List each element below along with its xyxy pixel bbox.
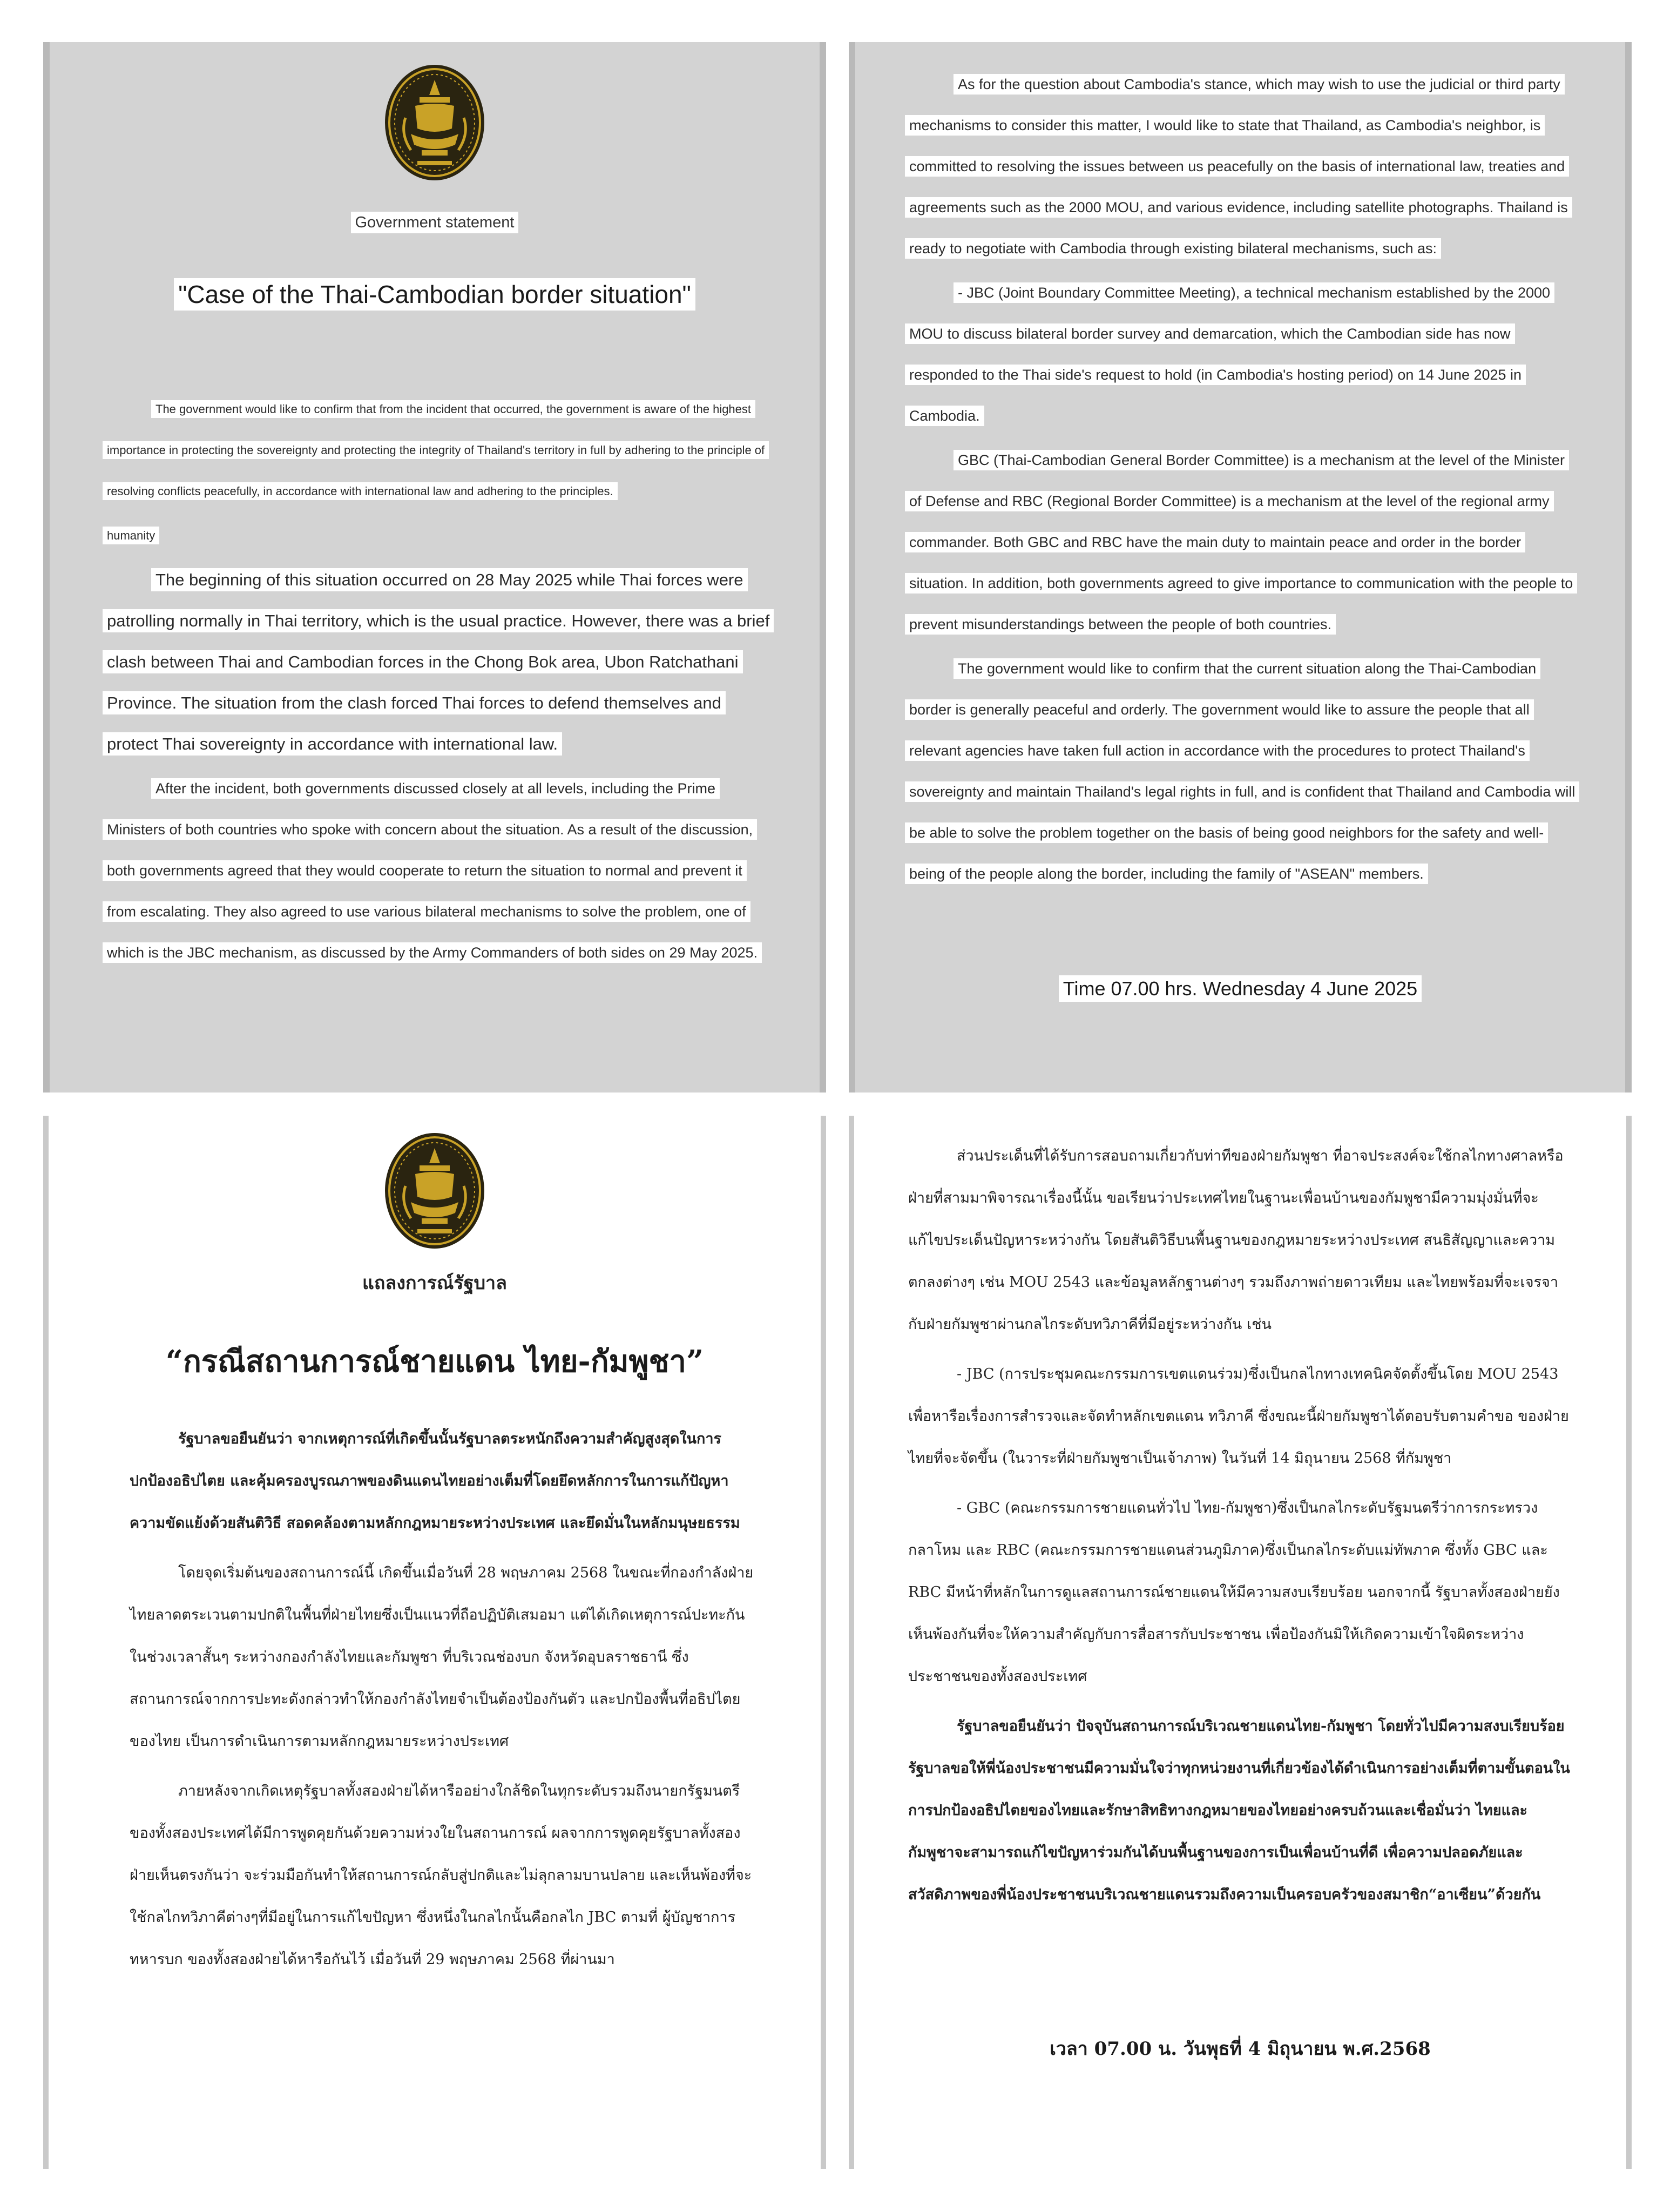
- statement-body: [905, 64, 1577, 898]
- statement-body: [130, 1418, 761, 1988]
- statement-title: "Case of the Thai-Cambodian border situation": [50, 280, 820, 309]
- statement-time: เวลา 07.00 น. วันพุธที่ 4 มิถุนายน พ.ศ.2568: [1050, 2038, 1431, 2060]
- paragraph: - JBC (Joint Boundary Committee Meeting), a technical mechanism established by the 2000 MOU to discuss bilateral border survey and demarcation, which the Cambodian side has now responded to the Thai side's request to hold (in Cambodia's hosting period) on 14 June 2025 in Cambodia.: [905, 272, 1577, 436]
- paragraph: รัฐบาลขอยืนยันว่า จากเหตุการณ์ที่เกิดขึ้นนั้นรัฐบาลตระหนักถึงความสำคัญสูงสุดในการปกป้องอธิปไตย และคุ้มครองบูรณภาพของดินแดนไทยอย่างเต็มที่โดยยึดหลักการในการแก้ปัญหาความขัดแย้งด้วยสันติวิธี สอดคล้องตามหลักกฎหมายระหว่างประเทศ และยึดมั่นในหลักมนุษยธรรม: [130, 1431, 740, 1532]
- statement-time: Time 07.00 hrs. Wednesday 4 June 2025: [855, 977, 1625, 1000]
- paragraph: ภายหลังจากเกิดเหตุรัฐบาลทั้งสองฝ่ายได้หารืออย่างใกล้ชิดในทุกระดับรวมถึงนายกรัฐมนตรี ของทั้งสองประเทศได้มีการพูดคุยกันด้วยความห่วงใยในสถานการณ์ ผลจากการพูดคุยรัฐบาลทั้งสองฝ่ายเห็นตรงกันว่า จะร่วมมือกันทำให้สถานการณ์กลับสู่ปกติและไม่ลุกลามบานปลาย และเห็นพ้องที่จะใช้กลไกทวิภาคีต่างๆที่มีอยู่ในการแก้ไขปัญหา ซึ่งหนึ่งในกลไกนั้นคือกลไก JBC ตามที่ ผู้บัญชาการทหารบก ของทั้งสองฝ่ายได้หารือกันไว้ เมื่อวันที่ 29 พฤษภาคม 2568 ที่ผ่านมา: [130, 1783, 752, 1968]
- paragraph: - JBC (การประชุมคณะกรรมการเขตแดนร่วม)ซึ่งเป็นกลไกทางเทคนิคจัดตั้งขึ้นโดย MOU 2543 เพื่อหารือเรื่องการสำรวจและจัดทำหลักเขตแดน ทวิภาคี ซึ่งขณะนี้ฝ่ายกัมพูชาได้ตอบรับตามคำขอ ของฝ่ายไทยที่จะจัดขึ้น (ในวาระที่ฝ่ายกัมพูชาเป็นเจ้าภาพ) ในวันที่ 14 มิถุนายน 2568 ที่กัมพูชา: [908, 1366, 1569, 1467]
- english-statement-page-1: [43, 42, 826, 1092]
- english-statement-page-2: [849, 42, 1632, 1092]
- statement-title: “กรณีสถานการณ์ชายแดน ไทย-กัมพูชา”: [165, 1344, 704, 1379]
- government-seal-icon: [384, 64, 485, 181]
- statement-body: [103, 389, 770, 976]
- paragraph: The government would like to confirm that from the incident that occurred, the government is aware of the highest importance in protecting the sovereignty and protecting the integrity of Thailand's territory in full by adhering to the principle of resolving conflicts peacefully, in accordance with international law and adhering to the principles.: [103, 389, 770, 512]
- government-seal-icon: [384, 1132, 485, 1250]
- statement-label: Government statement: [50, 214, 820, 232]
- statement-label: แถลงการณ์รัฐบาล: [362, 1272, 507, 1294]
- statement-body: [908, 1135, 1572, 1924]
- thai-statement-page-1: [43, 1116, 826, 2169]
- paragraph: The government would like to confirm that the current situation along the Thai-Cambodian border is generally peaceful and orderly. The government would like to assure the people that all relevant agencies have taken full action in accordance with the procedures to protect Thailand's sovereignty and maintain Thailand's legal rights in full, and is confident that Thailand and Cambodia will be able to solve the problem together on the basis of being good neighbors for the safety and well-being of the people along the border, including the family of "ASEAN" members.: [905, 648, 1577, 894]
- paragraph: ส่วนประเด็นที่ได้รับการสอบถามเกี่ยวกับท่าทีของฝ่ายกัมพูชา ที่อาจประสงค์จะใช้กลไกทางศาลหรือฝ่ายที่สามมาพิจารณาเรื่องนี้นั้น ขอเรียนว่าประเทศไทยในฐานะเพื่อนบ้านของกัมพูชามีความมุ่งมั่นที่จะแก้ไขประเด็นปัญหาระหว่างกัน โดยสันติวิธีบนพื้นฐานของกฎหมายระหว่างประเทศ สนธิสัญญาและความตกลงต่างๆ เช่น MOU 2543 และข้อมูลหลักฐานต่างๆ รวมถึงภาพถ่ายดาวเทียม และไทยพร้อมที่จะเจรจากับฝ่ายกัมพูชาผ่านกลไกระดับทวิภาคีที่มีอยู่ระหว่างกัน เช่น: [908, 1148, 1564, 1333]
- paragraph: - GBC (คณะกรรมการชายแดนทั่วไป ไทย-กัมพูชา)ซึ่งเป็นกลไกระดับรัฐมนตรีว่าการกระทรวงกลาโหม และ RBC (คณะกรรมการชายแดนส่วนภูมิภาค)ซึ่งเป็นกลไกระดับแม่ทัพภาค ซึ่งทั้ง GBC และ RBC มีหน้าที่หลักในการดูแลสถานการณ์ชายแดนให้มีความสงบเรียบร้อย นอกจากนี้ รัฐบาลทั้งสองฝ่ายยังเห็นพ้องกันที่จะให้ความสำคัญกับการสื่อสารกับประชาชน เพื่อป้องกันมิให้เกิดความเข้าใจผิดระหว่างประชาชนของทั้งสองประเทศ: [908, 1500, 1560, 1685]
- paragraph: GBC (Thai-Cambodian General Border Committee) is a mechanism at the level of the Minister of Defense and RBC (Regional Border Committee) is a mechanism at the level of the regional army commander. Both GBC and RBC have the main duty to maintain peace and order in the border situation. In addition, both governments agreed to give importance to communication with the people to prevent misunderstandings between the people of both countries.: [905, 440, 1577, 645]
- paragraph: รัฐบาลขอยืนยันว่า ปัจจุบันสถานการณ์บริเวณชายแดนไทย-กัมพูชา โดยทั่วไปมีความสงบเรียบร้อย รัฐบาลขอให้พี่น้องประชาชนมีความมั่นใจว่าทุกหน่วยงานที่เกี่ยวข้องได้ดำเนินการอย่างเต็มที่ตามขั้นตอนในการปกป้องอธิปไตยของไทยและรักษาสิทธิทางกฎหมายของไทยอย่างครบถ้วนและเชื่อมั่นว่า ไทยและกัมพูชาจะสามารถแก้ไขปัญหาร่วมกันได้บนพื้นฐานของการเป็นเพื่อนบ้านที่ดี เพื่อความปลอดภัยและสวัสดิภาพของพี่น้องประชาชนบริเวณชายแดนรวมถึงความเป็นครอบครัวของสมาชิก“อาเซียน”ด้วยกัน: [908, 1718, 1570, 1903]
- paragraph: The beginning of this situation occurred on 28 May 2025 while Thai forces were patrolling normally in Thai territory, which is the usual practice. However, there was a brief clash between Thai and Cambodian forces in the Chong Bok area, Ubon Ratchathani Province. The situation from the clash forced Thai forces to defend themselves and protect Thai sovereignty in accordance with international law.: [103, 559, 770, 765]
- paragraph: โดยจุดเริ่มต้นของสถานการณ์นี้ เกิดขึ้นเมื่อวันที่ 28 พฤษภาคม 2568 ในขณะที่กองกำลังฝ่ายไทยลาดตระเวนตามปกติในพื้นที่ฝ่ายไทยซึ่งเป็นแนวที่ถือปฏิบัติเสมอมา แต่ได้เกิดเหตุการณ์ปะทะกันในช่วงเวลาสั้นๆ ระหว่างกองกำลังไทยและกัมพูชา ที่บริเวณช่องบก จังหวัดอุบลราชธานี ซึ่งสถานการณ์จากการปะทะดังกล่าวทำให้กองกำลังไทยจำเป็นต้องป้องกันตัว และปกป้องพื้นที่อธิปไตยของไทย เป็นการดำเนินการตามหลักกฎหมายระหว่างประเทศ: [130, 1564, 754, 1750]
- paragraph: As for the question about Cambodia's stance, which may wish to use the judicial or third party mechanisms to consider this matter, I would like to state that Thailand, as Cambodia's neighbor, is committed to resolving the issues between us peacefully on the basis of international law, treaties and agreements such as the 2000 MOU, and various evidence, including satellite photographs. Thailand is ready to negotiate with Cambodia through existing bilateral mechanisms, such as:: [905, 64, 1577, 269]
- paragraph: humanity: [103, 515, 770, 556]
- thai-statement-page-2: [849, 1116, 1632, 2169]
- paragraph: After the incident, both governments discussed closely at all levels, including the Prime Ministers of both countries who spoke with concern about the situation. As a result of the discussion, both governments agreed that they would cooperate to return the situation to normal and prevent it from escalating. They also agreed to use various bilateral mechanisms to solve the problem, one of which is the JBC mechanism, as discussed by the Army Commanders of both sides on 29 May 2025.: [103, 768, 770, 973]
